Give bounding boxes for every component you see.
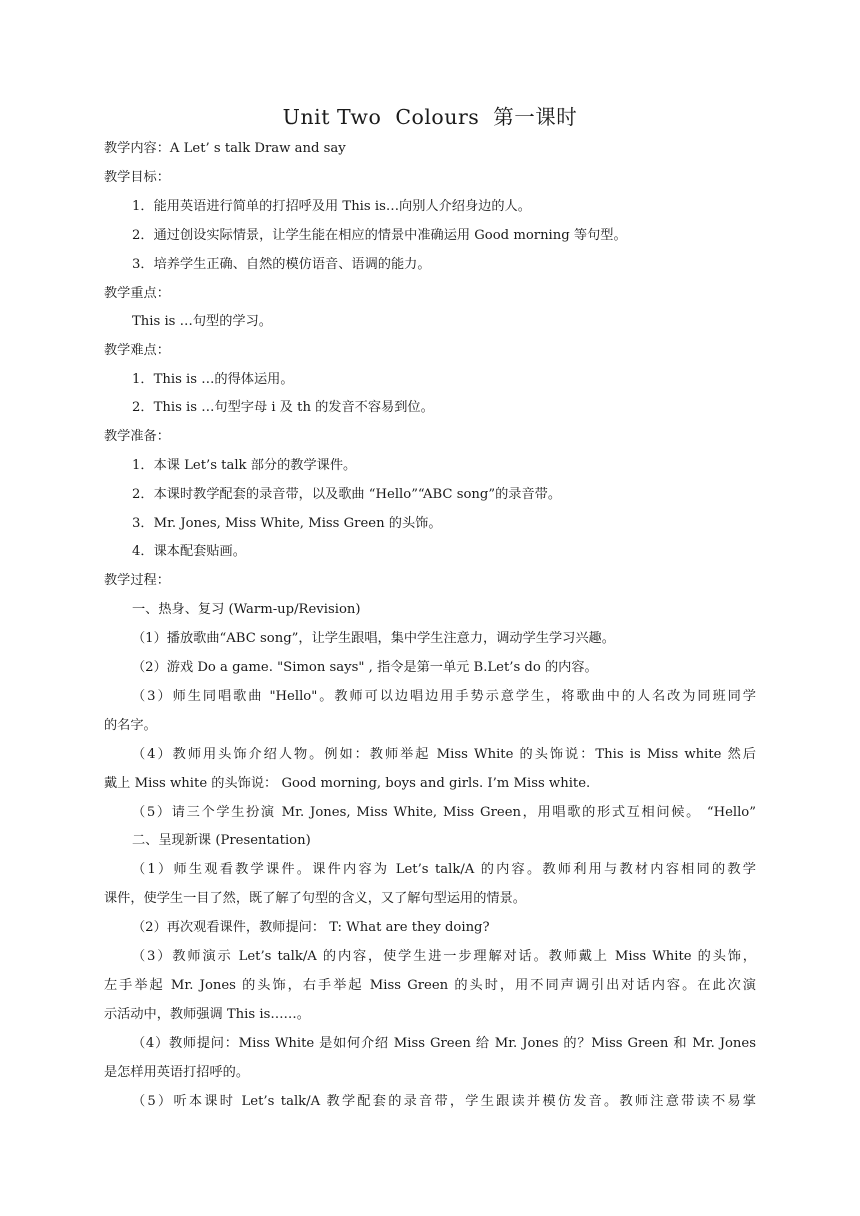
text-line: 3．Mr. Jones, Miss White, Miss Green 的头饰。	[132, 516, 442, 531]
text-line: （3）教师演示 Let’s talk/A 的内容，使学生进一步理解对话。教师戴上 Miss White 的头饰，	[132, 949, 756, 964]
text-line: （1）播放歌曲“ABC song”，让学生跟唱，集中学生注意力，调动学生学习兴趣。	[132, 631, 615, 646]
text-line: 教学目标：	[104, 170, 170, 185]
text-line: 1．本课 Let’s talk 部分的教学课件。	[132, 458, 357, 473]
text-line: 2．本课时教学配套的录音带，以及歌曲 “Hello”“ABC song”的录音带。	[132, 487, 562, 502]
text-line: （4）教师提问：Miss White 是如何介绍 Miss Green 给 Mr. Jones 的？Miss Green 和 Mr. Jones	[132, 1036, 756, 1051]
text-line: （5）请三个学生扮演 Mr. Jones, Miss White, Miss Green，用唱歌的形式互相问候。 “Hello”	[132, 805, 756, 820]
text-line: 教学准备：	[104, 429, 170, 444]
text-line: 示活动中，教师强调 This is……。	[104, 1007, 310, 1022]
text-line: 是怎样用英语打招呼的。	[104, 1065, 250, 1080]
text-line: （2）游戏 Do a game. "Simon says" , 指令是第一单元 B.Let’s do 的内容。	[132, 660, 598, 675]
text-line: 1．This is …的得体运用。	[132, 372, 294, 387]
text-line: 课件，使学生一目了然，既了解了句型的含义，又了解句型运用的情景。	[104, 891, 526, 906]
text-line: 教学重点：	[104, 286, 170, 301]
text-line: 二、呈现新课 (Presentation)	[132, 833, 311, 848]
text-line: This is …句型的学习。	[132, 314, 272, 329]
text-line: 教学内容：A Let’ s talk Draw and say	[104, 141, 346, 156]
text-line: 教学过程：	[104, 573, 170, 588]
text-line: 2．This is …句型字母 i 及 th 的发音不容易到位。	[132, 400, 434, 415]
text-line: 教学难点：	[104, 343, 170, 358]
text-line: 2．通过创设实际情景，让学生能在相应的情景中准确运用 Good morning 等句型。	[132, 228, 627, 243]
text-line: （3）师生同唱歌曲 "Hello"。教师可以边唱边用手势示意学生，将歌曲中的人名改为同班同学	[132, 689, 756, 704]
text-line: （4）教师用头饰介绍人物。例如：教师举起 Miss White 的头饰说：This is Miss white 然后	[132, 747, 756, 762]
text-line: 一、热身、复习 (Warm-up/Revision)	[132, 602, 361, 617]
text-line: 的名字。	[104, 718, 157, 733]
text-line: （1）师生观看教学课件。课件内容为 Let’s talk/A 的内容。教师利用与教材内容相同的教学	[132, 862, 756, 877]
text-line: 1．能用英语进行简单的打招呼及用 This is…向别人介绍身边的人。	[132, 199, 531, 214]
text-line: 4．课本配套贴画。	[132, 544, 246, 559]
text-line: 戴上 Miss white 的头饰说： Good morning, boys and girls. I’m Miss white.	[104, 776, 591, 791]
text-line: （5）听本课时 Let’s talk/A 教学配套的录音带，学生跟读并模仿发音。教师注意带读不易掌	[132, 1094, 756, 1109]
document-title: Unit Two Colours 第一课时	[282, 105, 578, 129]
text-line: 左手举起 Mr. Jones 的头饰，右手举起 Miss Green 的头时，用不同声调引出对话内容。在此次演	[104, 978, 756, 993]
text-line: （2）再次观看课件，教师提问： T: What are they doing?	[132, 920, 490, 935]
text-line: 3．培养学生正确、自然的模仿语音、语调的能力。	[132, 257, 431, 272]
